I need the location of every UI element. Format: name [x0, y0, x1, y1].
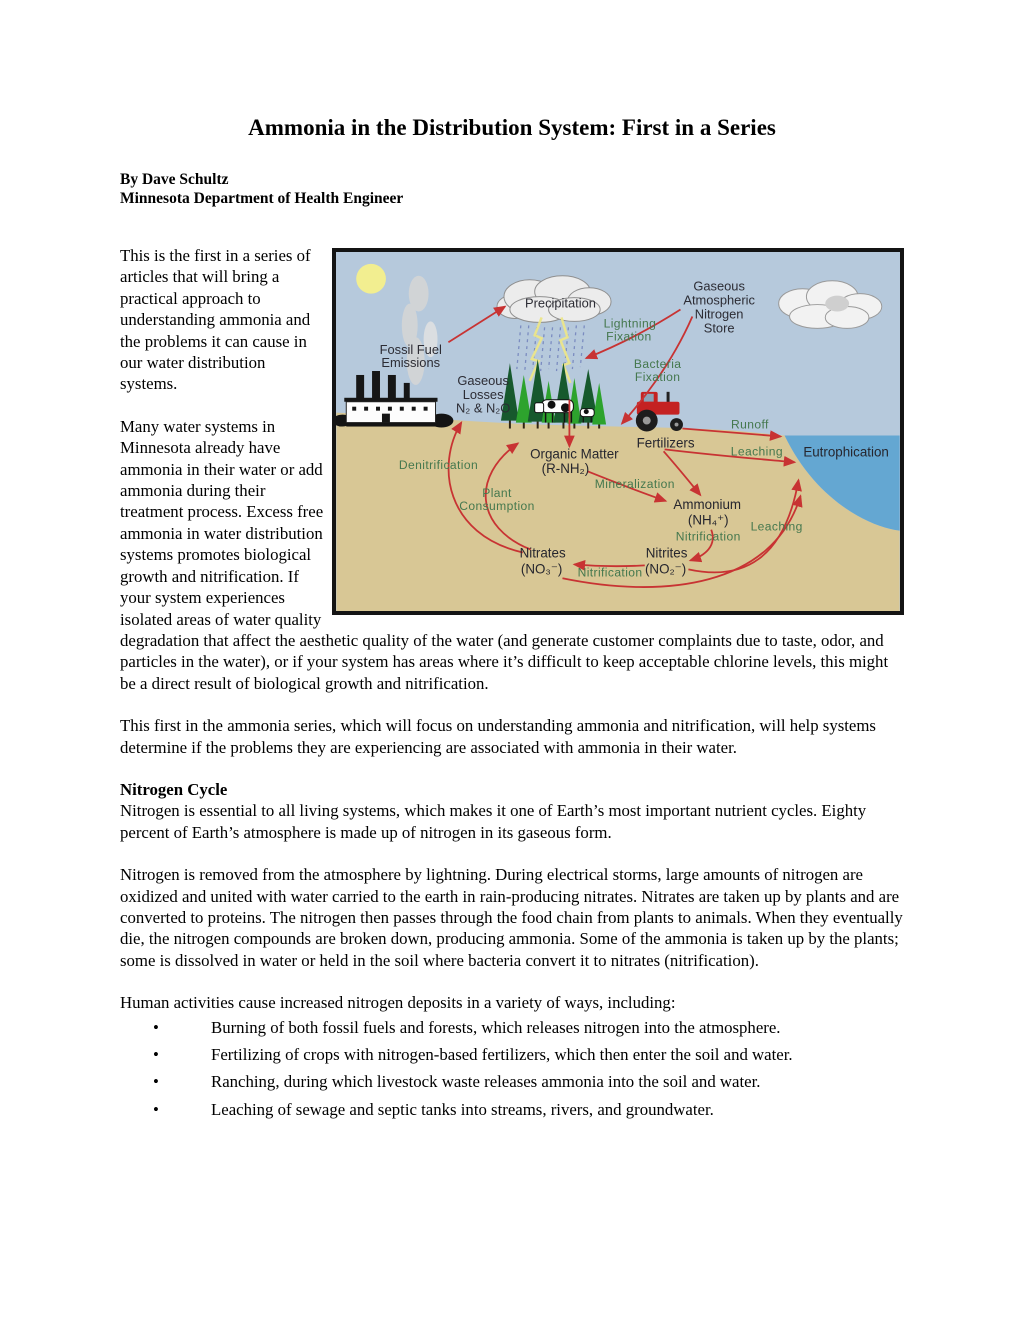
- label-nitrification-mid: Nitrification: [675, 529, 741, 544]
- bullet-marker: •: [153, 1099, 159, 1119]
- label-eutrophication: Eutrophication: [803, 444, 889, 460]
- label-bacteria-fixation-1: Bacteria: [633, 357, 682, 372]
- bullet-marker: •: [153, 1017, 159, 1037]
- label-fossil-fuel-1: Fossil Fuel: [379, 342, 442, 358]
- label-gaseous-atmospheric-3: Nitrogen: [694, 306, 744, 322]
- label-gaseous-losses-3: N₂ & N₂O: [455, 400, 511, 416]
- label-gaseous-losses-1: Gaseous: [457, 372, 509, 388]
- paragraph-minnesota-systems: Many water systems in Minnesota already have ammonia in their water or add ammonia during their treatment process. Excess free ammonia in water distribution systems promotes biological growth and nitrification. If your system experiences isolated areas of water quality degradation that affect the aesthetic quality of the water (and generate customer complaints due to taste, odor, and particles in the water), or if your system has areas where it’s difficult to keep acceptable chlorine levels, this might be a direct result of biological growth and nitrification.: [120, 416, 889, 693]
- label-mineralization: Mineralization: [594, 477, 675, 492]
- label-plant-consumption-2: Consumption: [459, 498, 535, 513]
- article-body: [120, 245, 904, 694]
- article-continuation: [120, 715, 904, 1120]
- label-precipitation: Precipitation: [525, 295, 596, 311]
- label-nitrites-2: (NO₂⁻): [644, 561, 687, 577]
- label-leaching-bottom: Leaching: [750, 519, 803, 534]
- byline: [120, 170, 904, 208]
- paragraph-series-focus: This first in the ammonia series, which will focus on understanding ammonia and nitrification, will help systems determine if the problems they are experiencing are associated with ammonia in their water.: [120, 716, 876, 757]
- label-gaseous-losses-2: Losses: [462, 386, 504, 402]
- label-fossil-fuel-2: Emissions: [381, 355, 441, 371]
- paragraph-nitrogen-essential: Nitrogen is essential to all living systems, which makes it one of Earth’s most important nutrient cycles. Eighty percent of Earth’s atmosphere is made up of nitrogen in its gaseous form.: [120, 801, 867, 842]
- label-nitrites-1: Nitrites: [645, 545, 688, 561]
- label-gaseous-atmospheric-1: Gaseous: [693, 278, 745, 294]
- bullet-text: Ranching, during which livestock waste releases ammonia into the soil and water.: [211, 1072, 761, 1092]
- label-ammonium-2: (NH₄⁺): [687, 512, 729, 528]
- paragraph-lightning-removal: Nitrogen is removed from the atmosphere by lightning. During electrical storms, large amounts of nitrogen are oxidized and united with water carried to the earth in rain-producing nitrates. Nitrates are taken up by plants and are converted to proteins. The nitrogen then passes through the food chain from plants to animals. When they eventually die, the nitrogen compounds are broken down, producing ammonia. Some of the ammonia is taken up by the plants; some is dissolved in water or held in the soil where bacteria convert it to nitrates (nitrification).: [120, 865, 903, 970]
- label-organic-matter-2: (R-NH₂): [541, 461, 590, 477]
- nitrogen-cycle-diagram: [332, 248, 904, 615]
- label-nitrification-bottom: Nitrification: [577, 565, 643, 580]
- bullet-text: Leaching of sewage and septic tanks into streams, rivers, and groundwater.: [211, 1099, 714, 1119]
- page-title: Ammonia in the Distribution System: First in a Series: [248, 115, 776, 140]
- label-fertilizers: Fertilizers: [636, 435, 695, 451]
- label-denitrification: Denitrification: [398, 458, 479, 473]
- label-nitrates-1: Nitrates: [519, 545, 566, 561]
- label-bacteria-fixation-2: Fixation: [634, 369, 681, 384]
- paragraph-intro: This is the first in a series of articles that will bring a practical approach to understanding ammonia and the problems it can cause in our water distribution systems.: [120, 246, 311, 394]
- bullet-marker: •: [153, 1045, 159, 1064]
- human-activities-list: [120, 1017, 904, 1121]
- bullet-marker: •: [153, 1072, 159, 1092]
- byline-organization: Minnesota Department of Health Engineer: [120, 190, 404, 207]
- bullet-item-ranching: [120, 1071, 904, 1092]
- label-nitrates-2: (NO₃⁻): [520, 561, 563, 577]
- bullet-item-burning: [120, 1017, 904, 1038]
- paragraph-human-activities: Human activities cause increased nitrogen deposits in a variety of ways, including:: [120, 993, 676, 1013]
- label-organic-matter-1: Organic Matter: [530, 446, 619, 462]
- label-lightning-fixation-1: Lightning: [603, 316, 657, 331]
- label-ammonium-1: Ammonium: [673, 496, 742, 512]
- label-plant-consumption-1: Plant: [482, 485, 512, 500]
- label-leaching-top: Leaching: [730, 444, 783, 459]
- label-runoff: Runoff: [731, 417, 769, 432]
- bullet-text: Burning of both fossil fuels and forests, which releases nitrogen into the atmosphere.: [211, 1017, 781, 1037]
- byline-author: By Dave Schultz: [120, 171, 229, 188]
- sun-icon: [356, 264, 386, 294]
- bullet-item-leaching: [120, 1099, 904, 1120]
- nitrogen-cycle-svg: [336, 252, 900, 611]
- label-gaseous-atmospheric-4: Store: [703, 320, 735, 336]
- section-heading-nitrogen-cycle: Nitrogen Cycle: [120, 779, 228, 799]
- bullet-text: Fertilizing of crops with nitrogen-based fertilizers, which then enter the soil and water.: [211, 1045, 793, 1064]
- bullet-item-fertilizing: [120, 1044, 904, 1065]
- label-lightning-fixation-2: Fixation: [606, 329, 652, 344]
- label-gaseous-atmospheric-2: Atmospheric: [683, 292, 755, 308]
